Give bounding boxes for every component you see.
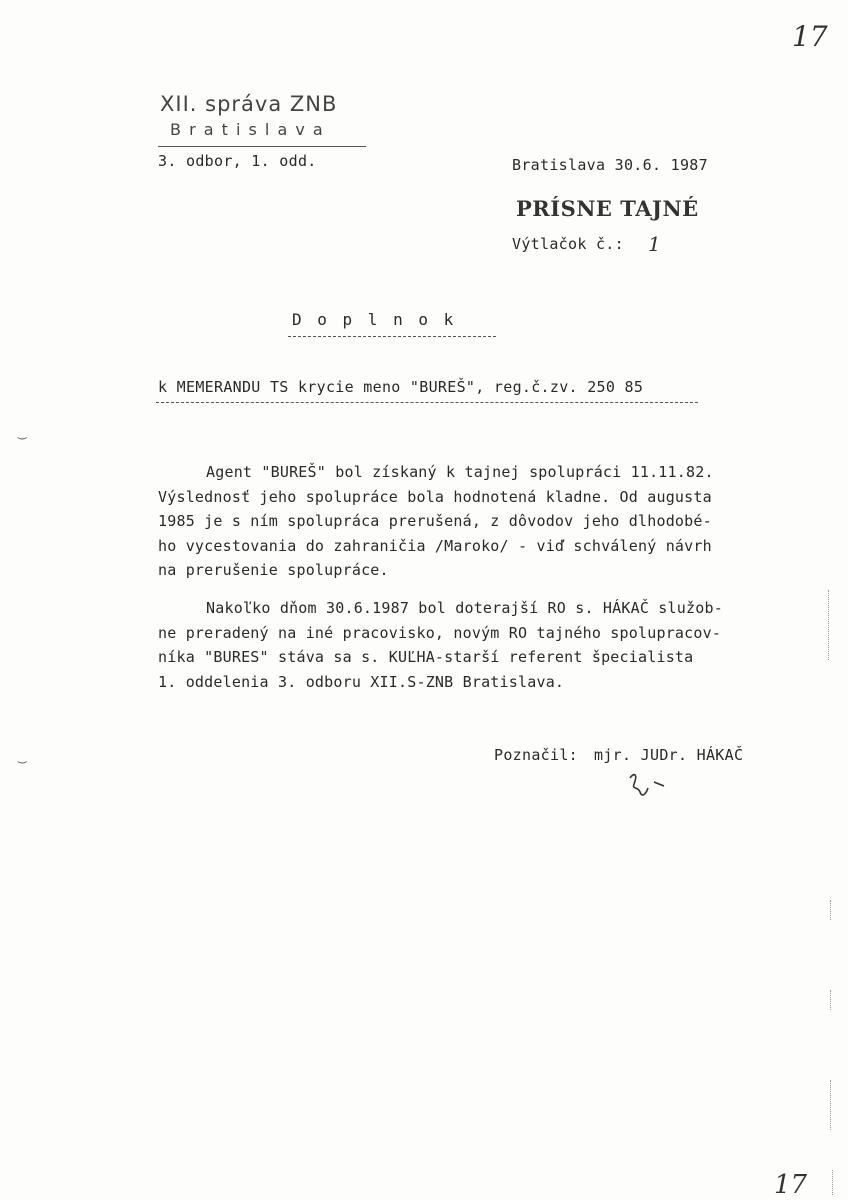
paragraph-2-line: Nakoľko dňom 30.6.1987 bol doterajší RO s. HÁKAČ služob-	[206, 599, 723, 617]
page-edge-mark	[830, 990, 831, 1010]
handwritten-signature	[624, 770, 684, 808]
place-date: Bratislava 30.6. 1987	[512, 156, 708, 174]
paragraph-2-line: 1. oddelenia 3. odboru XII.S-ZNB Bratislava.	[158, 672, 565, 691]
classification-stamp: PRÍSNE TAJNÉ	[516, 196, 699, 221]
folio-number-top: 17	[792, 20, 828, 53]
city-stamp: B r a t i s l a v a	[170, 120, 325, 139]
margin-mark: ‿	[18, 748, 27, 764]
paragraph-1-line: na prerušenie spolupráce.	[158, 561, 389, 579]
page-edge-mark	[832, 1170, 833, 1195]
paragraph-1-line: Výslednosť jeho spolupráce bola hodnotená kladne. Od augusta	[158, 487, 712, 506]
paragraph-1-line: Agent "BUREŠ" bol získaný k tajnej spolupráci 11.11.82.	[206, 463, 714, 481]
signature-label: Poznačil:	[494, 746, 578, 764]
title-underline	[288, 336, 496, 337]
paragraph-2-line: ne preradený na iné pracovisko, novým RO tajného spolupracov-	[158, 623, 722, 642]
signature-name: mjr. JUDr. HÁKAČ	[594, 746, 744, 764]
section-line: 3. odbor, 1. odd.	[158, 152, 317, 170]
margin-mark: ‿	[18, 424, 27, 440]
header-divider	[158, 146, 366, 147]
page-edge-mark	[828, 590, 829, 660]
department-stamp: XII. správa ZNB	[160, 92, 338, 116]
subject-line: k MEMERANDU TS krycie meno "BUREŠ", reg.č.zv. 250 85	[158, 378, 644, 396]
paragraph-2-line: níka "BURES" stáva sa s. KUĽHA-starší referent špecialista	[158, 648, 694, 666]
folio-number-bottom: 17	[774, 1170, 808, 1200]
paragraph-2	[158, 596, 723, 694]
copy-label: Výtlačok č.:	[512, 235, 624, 253]
paragraph-1-line: 1985 je s ním spolupráca prerušená, z dôvodov jeho dlhodobé-	[158, 512, 712, 530]
paragraph-1-line: ho vycestovania do zahraničia /Maroko/ - viď schválený návrh	[158, 536, 712, 555]
paragraph-1	[158, 460, 714, 583]
subject-underline	[156, 402, 698, 403]
document-title: D o p l n o k	[292, 310, 457, 329]
copy-number: 1	[648, 232, 661, 256]
page-edge-mark	[830, 1080, 831, 1130]
page-edge-mark	[830, 900, 831, 920]
